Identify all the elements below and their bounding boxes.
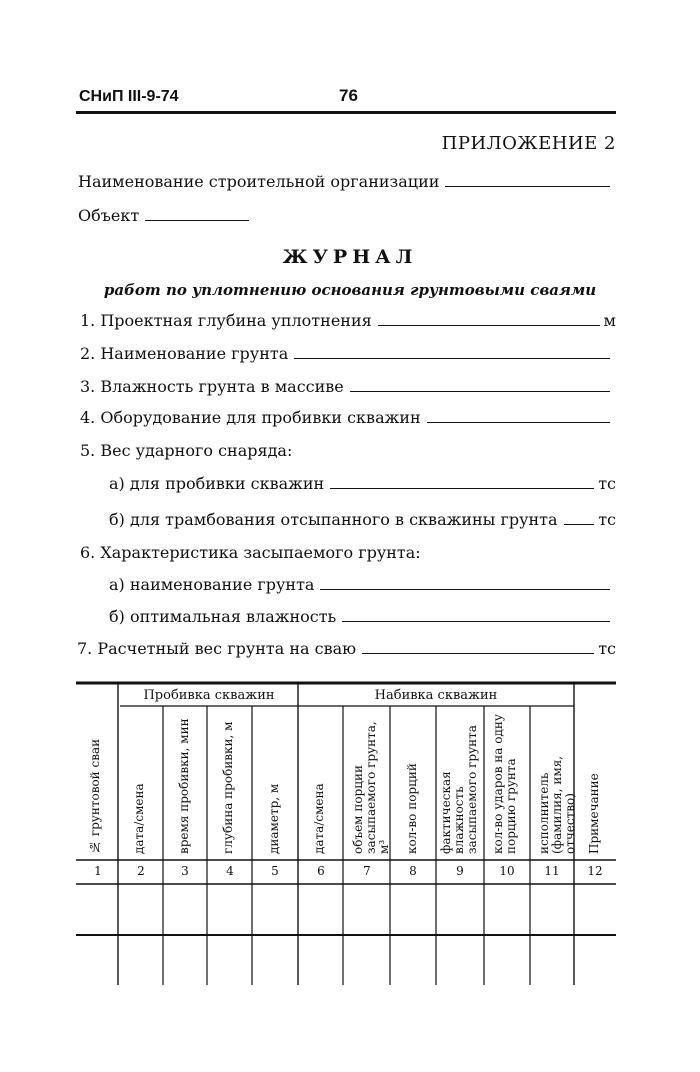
col-header-10: кол-во ударов на одну порцию грунта — [491, 714, 518, 854]
col-header-3: время пробивки, мин — [177, 718, 191, 854]
col-header-6: дата/смена — [312, 783, 326, 854]
item-1-label: 1. Проектная глубина уплотнения — [80, 311, 372, 330]
col-number-10: 10 — [499, 864, 515, 878]
col-number-9: 9 — [456, 864, 464, 878]
item-5a-label: а) для пробивки скважин — [109, 474, 325, 493]
item-4-label: 4. Оборудование для пробивки скважин — [80, 408, 421, 427]
col-number-8: 8 — [409, 864, 417, 878]
col-number-7: 7 — [363, 864, 371, 878]
item-1-unit: м — [603, 311, 616, 330]
col-header-12: Примечание — [587, 773, 601, 854]
col-header-4: глубина пробивки, м — [221, 721, 235, 854]
object-label: Объект — [78, 206, 140, 225]
item-5a-unit: тс — [598, 474, 616, 493]
col-header-7: объем порции засыпаемого грунта, м³ — [351, 721, 391, 854]
item-7-unit: тс — [598, 639, 616, 658]
col-number-5: 5 — [271, 864, 279, 878]
col-number-11: 11 — [544, 864, 560, 878]
document-code: СНиП III-9-74 — [79, 88, 179, 105]
col-header-8: кол-во порций — [405, 763, 419, 854]
item-6a-label: а) наименование грунта — [109, 575, 315, 594]
org-name-label: Наименование строительной организации — [78, 172, 440, 191]
item-3-label: 3. Влажность грунта в массиве — [80, 377, 344, 396]
col-number-6: 6 — [317, 864, 325, 878]
col-number-12: 12 — [587, 864, 603, 878]
col-number-2: 2 — [137, 864, 145, 878]
journal-subtitle: работ по уплотнению основания грунтовыми сваями — [103, 281, 597, 299]
item-7-label: 7. Расчетный вес грунта на сваю — [77, 639, 357, 658]
col-number-4: 4 — [226, 864, 234, 878]
item-2-label: 2. Наименование грунта — [80, 344, 289, 363]
appendix-label: ПРИЛОЖЕНИЕ 2 — [441, 133, 616, 154]
group-header-drilling: Пробивка скважин — [143, 688, 275, 703]
col-header-5: диаметр, м — [267, 783, 281, 854]
page-number: 76 — [339, 86, 358, 105]
col-number-1: 1 — [94, 864, 102, 878]
col-header-9: фактическая влажность засыпаемого грунта — [439, 725, 479, 854]
item-6b-label: б) оптимальная влажность — [109, 607, 337, 626]
group-header-filling: Набивка скважин — [374, 688, 498, 703]
col-header-1: № грунтовой сваи — [88, 738, 102, 854]
col-number-3: 3 — [181, 864, 189, 878]
journal-title: ЖУРНАЛ — [282, 246, 418, 268]
col-header-11: исполнитель (фамилия, имя, отчество) — [537, 755, 577, 854]
item-6-label: 6. Характеристика засыпаемого грунта: — [80, 543, 421, 562]
item-5-label: 5. Вес ударного снаряда: — [80, 441, 293, 460]
item-5b-unit: тс — [598, 510, 616, 529]
col-header-2: дата/смена — [132, 783, 146, 854]
item-5b-label: б) для трамбования отсыпанного в скважины грунта — [109, 510, 558, 529]
